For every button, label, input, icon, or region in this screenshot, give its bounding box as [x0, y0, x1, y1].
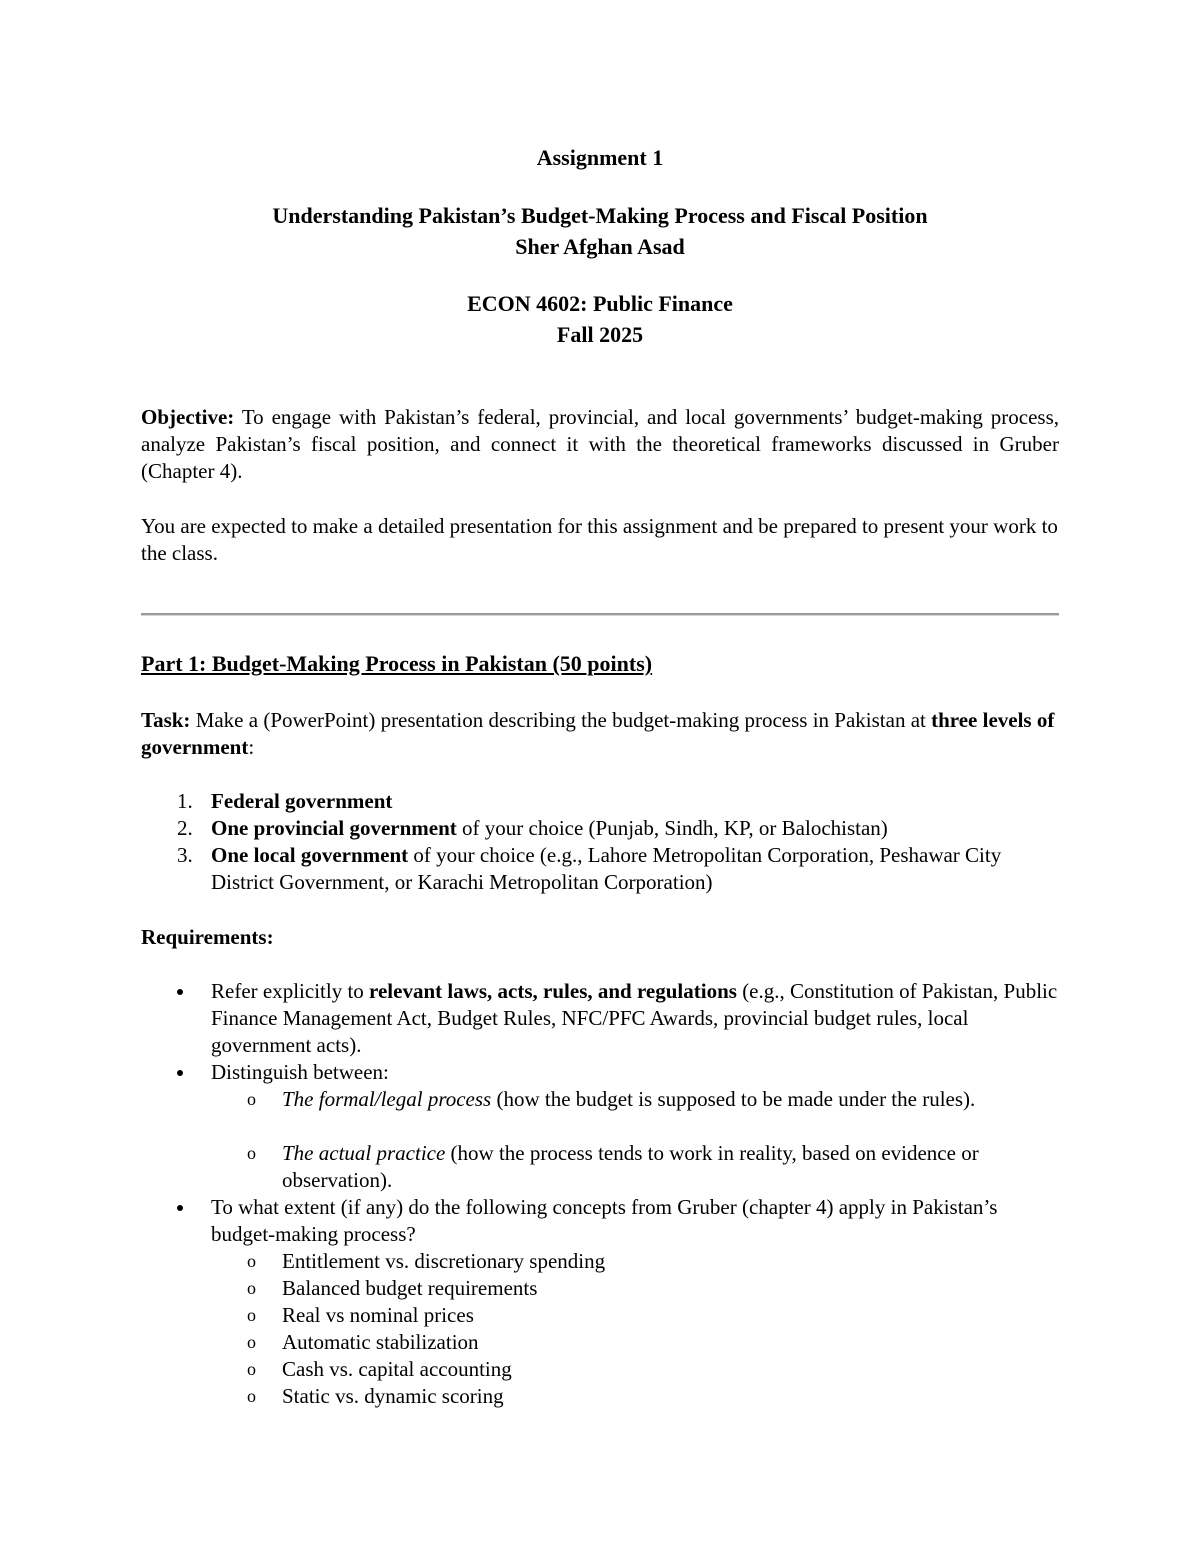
assignment-title: Assignment 1 [536, 145, 664, 170]
concept-text: Real vs nominal prices [282, 1303, 474, 1327]
sub-rest: (how the process tends to work in reality, based on evidence or observation). [282, 1141, 979, 1192]
level-text [211, 842, 1059, 896]
bullet-dot-icon [177, 1070, 183, 1076]
horizontal-divider [141, 613, 1059, 616]
level-number: 2. [177, 816, 193, 840]
level-text [211, 815, 1059, 842]
task-label: Task: [141, 708, 191, 732]
sub-bullet-icon: o [247, 1143, 256, 1163]
level-bold: One local government [211, 843, 409, 867]
level-text [211, 788, 1059, 815]
level-number: 1. [177, 789, 193, 813]
sub-bullet-icon: o [247, 1359, 256, 1379]
task-bold: three levels of government [141, 708, 1055, 759]
sub-bullet-icon: o [247, 1089, 256, 1109]
course-name: ECON 4602: Public Finance [467, 291, 733, 316]
objective-text: To engage with Pakistan’s federal, provincial, and local governments’ budget-making process, analyze Pakistan’s fiscal position, and connect it with the theoretical frameworks discussed in Gruber (Chapter 4). [141, 405, 1059, 483]
level-number: 3. [177, 843, 193, 867]
req1-pre: Refer explicitly to [211, 979, 370, 1003]
assignment-subtitle: Understanding Pakistan’s Budget-Making Process and Fiscal Position [272, 203, 928, 228]
objective-paragraph [141, 404, 1059, 485]
part1-heading: Part 1: Budget-Making Process in Pakistan (50 points) [141, 651, 653, 676]
sub-bullet-icon: o [247, 1332, 256, 1352]
author-name: Sher Afghan Asad [515, 234, 685, 259]
req1-bold: relevant laws, acts, rules, and regulations [369, 979, 737, 1003]
task-paragraph [141, 707, 1059, 761]
requirement-text: Distinguish between: [211, 1060, 389, 1084]
task-end: : [248, 735, 255, 759]
term: Fall 2025 [556, 322, 644, 347]
sub-rest: (how the budget is supposed to be made under the rules). [491, 1087, 976, 1111]
level-rest: of your choice (e.g., Lahore Metropolitan Corporation, Peshawar City District Government, or Karachi Metropolitan Corporation) [211, 843, 1002, 894]
expectation-paragraph: You are expected to make a detailed presentation for this assignment and be prepared to present your work to the class. [141, 514, 1058, 565]
requirement-text: To what extent (if any) do the following concepts from Gruber (chapter 4) apply in Pakistan’s budget-making process? [211, 1195, 998, 1246]
sub-item-text [282, 1086, 1002, 1113]
sub-italic: The actual practice [282, 1141, 446, 1165]
sub-bullet-icon: o [247, 1305, 256, 1325]
concept-text: Entitlement vs. discretionary spending [282, 1249, 606, 1273]
bullet-dot-icon [177, 989, 183, 995]
level-bold: Federal government [211, 789, 393, 813]
level-bold: One provincial government [211, 816, 457, 840]
sub-bullet-icon: o [247, 1386, 256, 1406]
concept-text: Automatic stabilization [282, 1330, 479, 1354]
concept-text: Cash vs. capital accounting [282, 1357, 512, 1381]
sub-bullet-icon: o [247, 1251, 256, 1271]
bullet-dot-icon [177, 1205, 183, 1211]
sub-item-text [282, 1140, 1042, 1194]
task-text: Make a (PowerPoint) presentation describing the budget-making process in Pakistan at [190, 708, 932, 732]
requirement-text [211, 978, 1059, 1059]
sub-bullet-icon: o [247, 1278, 256, 1298]
objective-label: Objective: [141, 405, 235, 429]
requirements-label: Requirements: [141, 925, 274, 949]
concept-text: Static vs. dynamic scoring [282, 1384, 504, 1408]
req1-post: (e.g., Constitution of Pakistan, Public Finance Management Act, Budget Rules, NFC/PFC Awards, provincial budget rules, local government acts). [211, 979, 1058, 1057]
level-rest: of your choice (Punjab, Sindh, KP, or Balochistan) [456, 816, 888, 840]
concept-text: Balanced budget requirements [282, 1276, 538, 1300]
sub-italic: The formal/legal process [282, 1087, 492, 1111]
